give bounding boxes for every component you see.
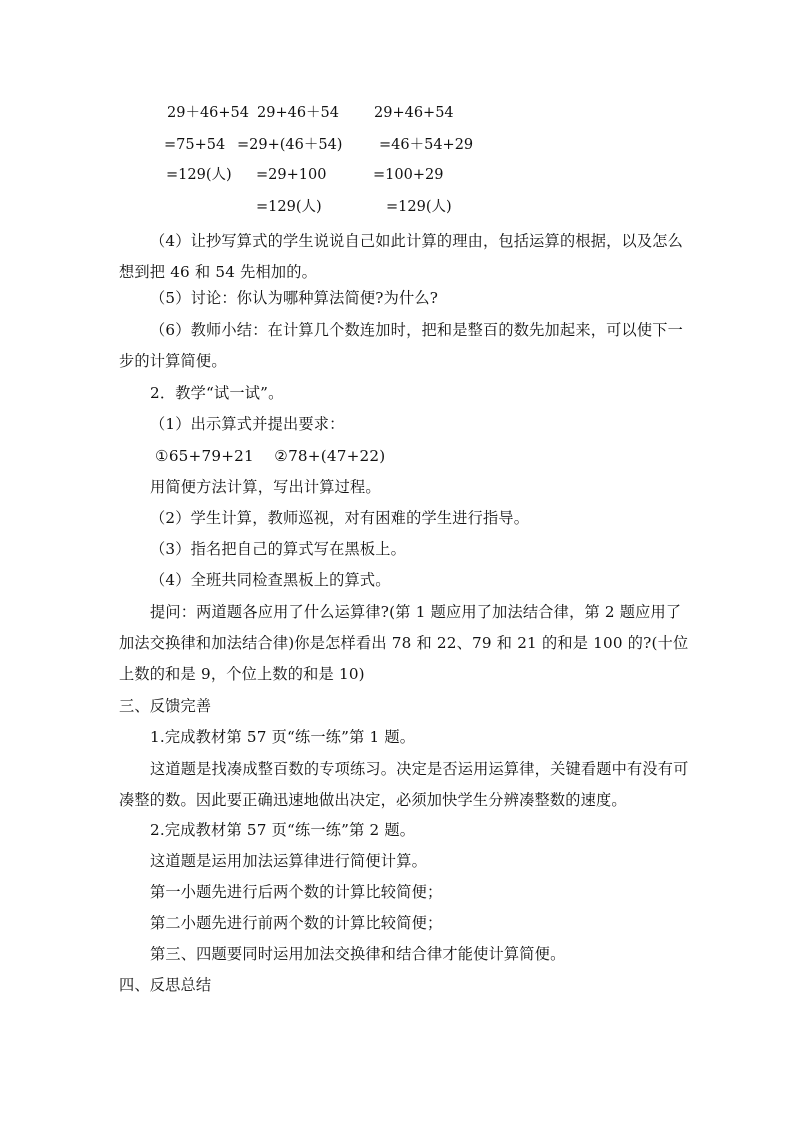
heading-reflection: 四、反思总结 (119, 976, 212, 994)
heading-feedback: 三、反馈完善 (119, 697, 212, 715)
section-2-title: 2．教学“试一试”。 (150, 384, 284, 402)
calc-r4-c3: =129(人) (386, 199, 452, 215)
section-2-formulas: ①65+79+21 ②78+(47+22) (155, 447, 386, 465)
calc-r3-c3: =100+29 (373, 167, 444, 183)
calc-r4-c2: =129(人) (256, 199, 322, 215)
feedback-2-line-2: 第二小题先进行前两个数的计算比较简便； (150, 914, 443, 932)
feedback-2-description: 这道题是运用加法运算律进行简便计算。 (150, 852, 427, 870)
section-2-step-4: （4）全班共同检查黑板上的算式。 (150, 571, 391, 589)
feedback-2-title: 2.完成教材第 57 页“练一练”第 2 题。 (150, 821, 416, 839)
calc-r2-c2: =29+(46＋54) (237, 137, 343, 153)
calc-r2-c3: =46＋54+29 (379, 137, 474, 153)
calc-r2-c1: =75+54 (164, 137, 226, 153)
section-2-step-3: （3）指名把自己的算式写在黑板上。 (150, 540, 407, 558)
calc-r1-c3: 29+46+54 (374, 105, 454, 121)
section-2-step-1: （1）出示算式并提出要求： (150, 415, 345, 433)
section-2-step-2: （2）学生计算，教师巡视，对有困难的学生进行指导。 (150, 509, 530, 527)
step-4-paragraph: （4）让抄写算式的学生说说自己如此计算的理由，包括运算的根据，以及怎么想到把 46 和 54 先相加的。 (119, 232, 684, 281)
question-paragraph: 提问：两道题各应用了什么运算律?(第 1 题应用了加法结合律，第 2 题应用了加法交换律和加法结合律)你是怎样看出 78 和 22、79 和 21 的和是 100 的?(十位上数的和是 9，个位上数的和是 10) (119, 603, 689, 683)
calc-r3-c1: =129(人) (166, 167, 232, 183)
feedback-2-line-3: 第三、四题要同时运用加法交换律和结合律才能使计算简便。 (150, 945, 566, 963)
calc-r1-c2: 29+46＋54 (257, 105, 340, 121)
feedback-2-line-1: 第一小题先进行后两个数的计算比较简便； (150, 883, 443, 901)
section-2-requirement: 用简便方法计算，写出计算过程。 (150, 478, 381, 496)
feedback-1-description: 这道题是找凑成整百数的专项练习。决定是否运用运算律，关键看题中有没有可凑整的数。因此要正确迅速地做出决定，必须加快学生分辨凑整数的速度。 (119, 760, 689, 809)
calc-r1-c1: 29＋46+54 (167, 105, 250, 121)
step-6-summary: （6）教师小结：在计算几个数连加时，把和是整百的数先加起来，可以使下一步的计算简便。 (119, 321, 684, 370)
feedback-1-title: 1.完成教材第 57 页“练一练”第 1 题。 (150, 728, 416, 746)
calc-r3-c2: =29+100 (256, 167, 327, 183)
step-5-discussion: （5）讨论：你认为哪种算法简便?为什么? (150, 289, 439, 307)
